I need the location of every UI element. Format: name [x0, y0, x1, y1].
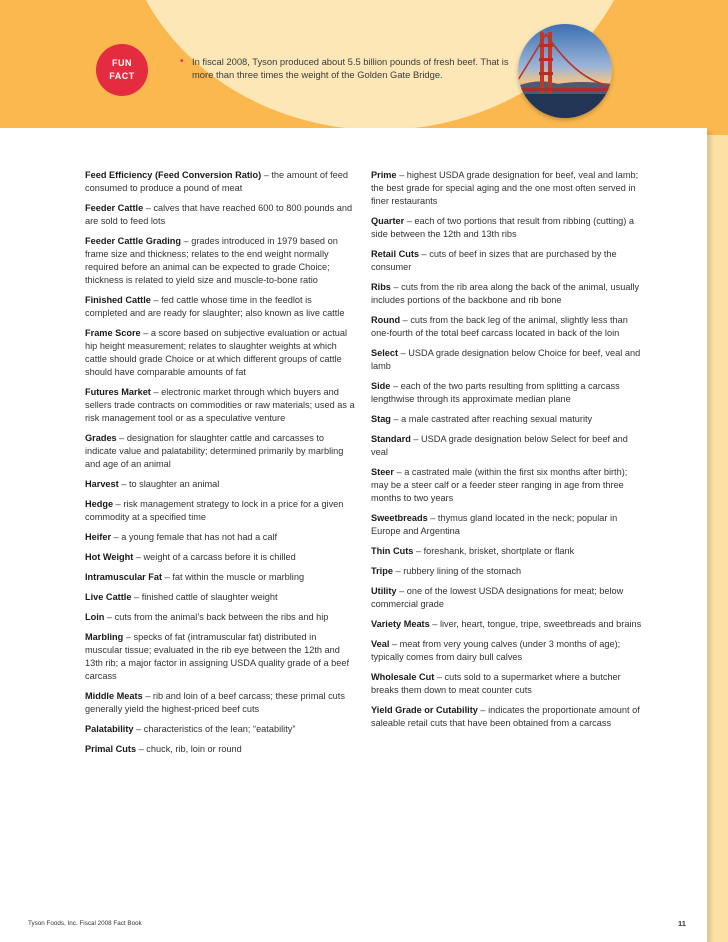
glossary-term: Utility [371, 586, 397, 596]
glossary-definition: specks of fat (intramuscular fat) distributed in muscular tissue; evaluated in the rib eye between the 12th and 13th rib; a major factor in assigning USDA quality grade of a beef carcass [85, 632, 350, 681]
glossary-left-column [85, 169, 355, 763]
glossary-definition: liver, heart, tongue, tripe, sweetbreads and brains [439, 619, 642, 629]
glossary-separator: – [118, 479, 129, 489]
glossary-term: Palatability [85, 724, 134, 734]
glossary-separator: – [104, 612, 115, 622]
glossary-term: Frame Score [85, 328, 141, 338]
glossary-separator: – [429, 619, 440, 629]
fun-fact-text: In fiscal 2008, Tyson produced about 5.5 billion pounds of fresh beef. That is more than three times the weight of the Golden Gate Bridge. [192, 56, 509, 80]
glossary-term: Grades [85, 433, 117, 443]
glossary-term: Finished Cattle [85, 295, 151, 305]
glossary-definition: calves that have reached 600 to 800 pounds and are sold to feed lots [85, 203, 353, 226]
glossary-separator: – [150, 295, 162, 305]
glossary-panel [0, 128, 707, 942]
glossary-term: Futures Market [85, 387, 151, 397]
glossary-definition: cuts sold to a supermarket where a butcher breaks them down to meat counter cuts [371, 672, 621, 695]
glossary-entry [371, 638, 643, 664]
glossary-entry [85, 432, 355, 471]
glossary-definition: one of the lowest USDA designations for meat; below commercial grade [371, 586, 624, 609]
glossary-definition: USDA grade designation below Choice for beef, veal and lamb [371, 348, 641, 371]
glossary-term: Veal [371, 639, 390, 649]
glossary-term: Quarter [371, 216, 405, 226]
glossary-entry [371, 671, 643, 697]
glossary-entry [371, 466, 643, 505]
glossary-right-column [371, 169, 643, 737]
glossary-separator: – [410, 434, 422, 444]
glossary-separator: – [133, 724, 144, 734]
footer-publication: Tyson Foods, Inc. Fiscal 2008 Fact Book [28, 920, 142, 927]
bullet-icon: • [180, 56, 184, 67]
glossary-entry [371, 704, 643, 730]
glossary-definition: indicates the proportionate amount of saleable retail cuts that have been obtained from a carcass [371, 705, 640, 728]
glossary-definition: electronic market through which buyers and sellers trade contracts on commodities or raw materials; used as a risk management tool or as a speculative venture [85, 387, 355, 423]
fun-fact-badge-line2: FACT [109, 71, 135, 81]
glossary-entry [85, 169, 355, 195]
glossary-term: Live Cattle [85, 592, 132, 602]
glossary-term: Standard [371, 434, 411, 444]
glossary-entry [85, 531, 355, 544]
glossary-definition: cuts from the back leg of the animal, slightly less than one-fourth of the total beef carcass located in back of the loin [371, 315, 628, 338]
glossary-term: Thin Cuts [371, 546, 414, 556]
glossary-term: Harvest [85, 479, 119, 489]
glossary-definition: each of the two parts resulting from splitting a carcass lengthwise through its approximate median plane [371, 381, 620, 404]
glossary-entry [85, 498, 355, 524]
glossary-separator: – [131, 592, 142, 602]
glossary-separator: – [404, 216, 415, 226]
glossary-definition: rib and loin of a beef carcass; these primal cuts generally yield the highest-priced beef cuts [85, 691, 345, 714]
glossary-entry [371, 248, 643, 274]
glossary-separator: – [419, 249, 430, 259]
glossary-separator: – [116, 433, 127, 443]
glossary-entry [85, 591, 355, 604]
glossary-entry [371, 545, 643, 558]
glossary-separator: – [434, 672, 445, 682]
glossary-entry [85, 327, 355, 379]
glossary-entry [371, 169, 643, 208]
glossary-term: Heifer [85, 532, 112, 542]
glossary-definition: rubbery lining of the stomach [403, 566, 522, 576]
glossary-separator: – [142, 691, 153, 701]
glossary-definition: designation for slaughter cattle and carcasses to indicate value and palatability; determined primarily by marbling and age of an animal [85, 433, 344, 469]
glossary-entry [371, 585, 643, 611]
glossary-entry [85, 690, 355, 716]
glossary-definition: weight of a carcass before it is chilled [143, 552, 296, 562]
glossary-term: Feed Efficiency (Feed Conversion Ratio) [85, 170, 262, 180]
glossary-definition: each of two portions that result from ribbing (cutting) a side between the 12th and 13th ribs [371, 216, 635, 239]
glossary-entry [85, 386, 355, 425]
glossary-separator: – [162, 572, 173, 582]
glossary-definition: chuck, rib, loin or round [146, 744, 242, 754]
glossary-definition: to slaughter an animal [128, 479, 220, 489]
glossary-entry [85, 202, 355, 228]
glossary-term: Prime [371, 170, 397, 180]
glossary-term: Sweetbreads [371, 513, 428, 523]
glossary-separator: – [123, 632, 134, 642]
glossary-separator: – [413, 546, 424, 556]
glossary-definition: a castrated male (within the first six months after birth); may be a steer calf or a feeder steer ranging in age from three months to two years [371, 467, 628, 503]
glossary-definition: foreshank, brisket, shortplate or flank [423, 546, 575, 556]
glossary-definition: characteristics of the lean; “eatability” [143, 724, 296, 734]
glossary-term: Wholesale Cut [371, 672, 435, 682]
glossary-term: Tripe [371, 566, 393, 576]
glossary-definition: fed cattle whose time in the feedlot is completed and are ready for slaughter; also known as live cattle [85, 295, 345, 318]
fun-fact-badge-line1: FUN [112, 58, 132, 68]
glossary-separator: – [143, 203, 154, 213]
glossary-separator: – [111, 532, 122, 542]
glossary-separator: – [140, 328, 151, 338]
glossary-entry [371, 413, 643, 426]
glossary-definition: risk management strategy to lock in a price for a given commodity at a specified time [85, 499, 344, 522]
glossary-entry [371, 565, 643, 578]
glossary-separator: – [398, 348, 409, 358]
glossary-term: Stag [371, 414, 391, 424]
glossary-entry [85, 478, 355, 491]
glossary-definition: grades introduced in 1979 based on frame size and thickness; relates to the end weight normally required before an animal can be expected to grade Choice; thickness is related to yield size and muscle-to-bone ratio [85, 236, 338, 285]
glossary-separator: – [113, 499, 124, 509]
glossary-separator: – [390, 414, 402, 424]
glossary-separator: – [393, 467, 405, 477]
glossary-term: Feeder Cattle [85, 203, 144, 213]
glossary-term: Intramuscular Fat [85, 572, 163, 582]
glossary-entry [85, 235, 355, 287]
glossary-term: Variety Meats [371, 619, 430, 629]
glossary-entry [371, 215, 643, 241]
glossary-term: Retail Cuts [371, 249, 419, 259]
glossary-separator: – [396, 170, 407, 180]
glossary-entry [371, 618, 643, 631]
glossary-definition: the amount of feed consumed to produce a pound of meat [85, 170, 348, 193]
glossary-separator: – [400, 315, 411, 325]
glossary-separator: – [261, 170, 272, 180]
glossary-definition: highest USDA grade designation for beef, veal and lamb; the best grade for special aging and the one most often served in finer restaurants [371, 170, 639, 206]
glossary-entry [85, 743, 355, 756]
glossary-entry [85, 723, 355, 736]
golden-gate-bridge-photo [518, 24, 612, 118]
glossary-entry [371, 380, 643, 406]
glossary-definition: finished cattle of slaughter weight [141, 592, 278, 602]
glossary-definition: thymus gland located in the neck; popular in Europe and Argentina [371, 513, 618, 536]
glossary-separator: – [136, 744, 147, 754]
glossary-term: Side [371, 381, 391, 391]
glossary-definition: a young female that has not had a calf [121, 532, 278, 542]
glossary-separator: – [392, 566, 404, 576]
glossary-separator: – [133, 552, 144, 562]
glossary-term: Hedge [85, 499, 114, 509]
glossary-separator: – [390, 282, 402, 292]
glossary-definition: a male castrated after reaching sexual maturity [401, 414, 593, 424]
glossary-separator: – [477, 705, 489, 715]
glossary-entry [371, 433, 643, 459]
glossary-term: Loin [85, 612, 105, 622]
glossary-definition: cuts of beef in sizes that are purchased by the consumer [371, 249, 617, 272]
glossary-separator: – [390, 381, 401, 391]
glossary-entry [85, 611, 355, 624]
glossary-term: Primal Cuts [85, 744, 137, 754]
glossary-term: Hot Weight [85, 552, 134, 562]
glossary-definition: cuts from the animal’s back between the ribs and hip [114, 612, 329, 622]
glossary-separator: – [389, 639, 400, 649]
glossary-entry [85, 294, 355, 320]
glossary-term: Select [371, 348, 399, 358]
glossary-separator: – [150, 387, 162, 397]
glossary-definition: meat from very young calves (under 3 months of age); typically comes from dairy bull calves [371, 639, 621, 662]
glossary-entry [85, 571, 355, 584]
glossary-entry [371, 347, 643, 373]
glossary-term: Ribs [371, 282, 391, 292]
glossary-definition: fat within the muscle or marbling [172, 572, 305, 582]
glossary-separator: – [427, 513, 438, 523]
glossary-entry [371, 281, 643, 307]
fun-fact-badge [96, 44, 148, 96]
glossary-term: Round [371, 315, 401, 325]
glossary-term: Steer [371, 467, 394, 477]
glossary-term: Marbling [85, 632, 124, 642]
glossary-entry [85, 631, 355, 683]
glossary-entry [85, 551, 355, 564]
glossary-separator: – [180, 236, 192, 246]
fun-fact-text-block [180, 55, 520, 81]
glossary-definition: cuts from the rib area along the back of the animal, usually includes portions of the backbone and rib bone [371, 282, 640, 305]
glossary-term: Feeder Cattle Grading [85, 236, 181, 246]
page-number: 11 [678, 919, 686, 928]
glossary-term: Yield Grade or Cutability [371, 705, 478, 715]
glossary-term: Middle Meats [85, 691, 143, 701]
glossary-entry [371, 314, 643, 340]
glossary-definition: a score based on subjective evaluation or actual hip height measurement; relates to slaughter weights at which cattle should grade Choice or at which different groups of cattle should have comparable amounts of fat [85, 328, 348, 377]
glossary-definition: USDA grade designation below Select for beef and veal [371, 434, 628, 457]
glossary-entry [371, 512, 643, 538]
glossary-separator: – [396, 586, 407, 596]
